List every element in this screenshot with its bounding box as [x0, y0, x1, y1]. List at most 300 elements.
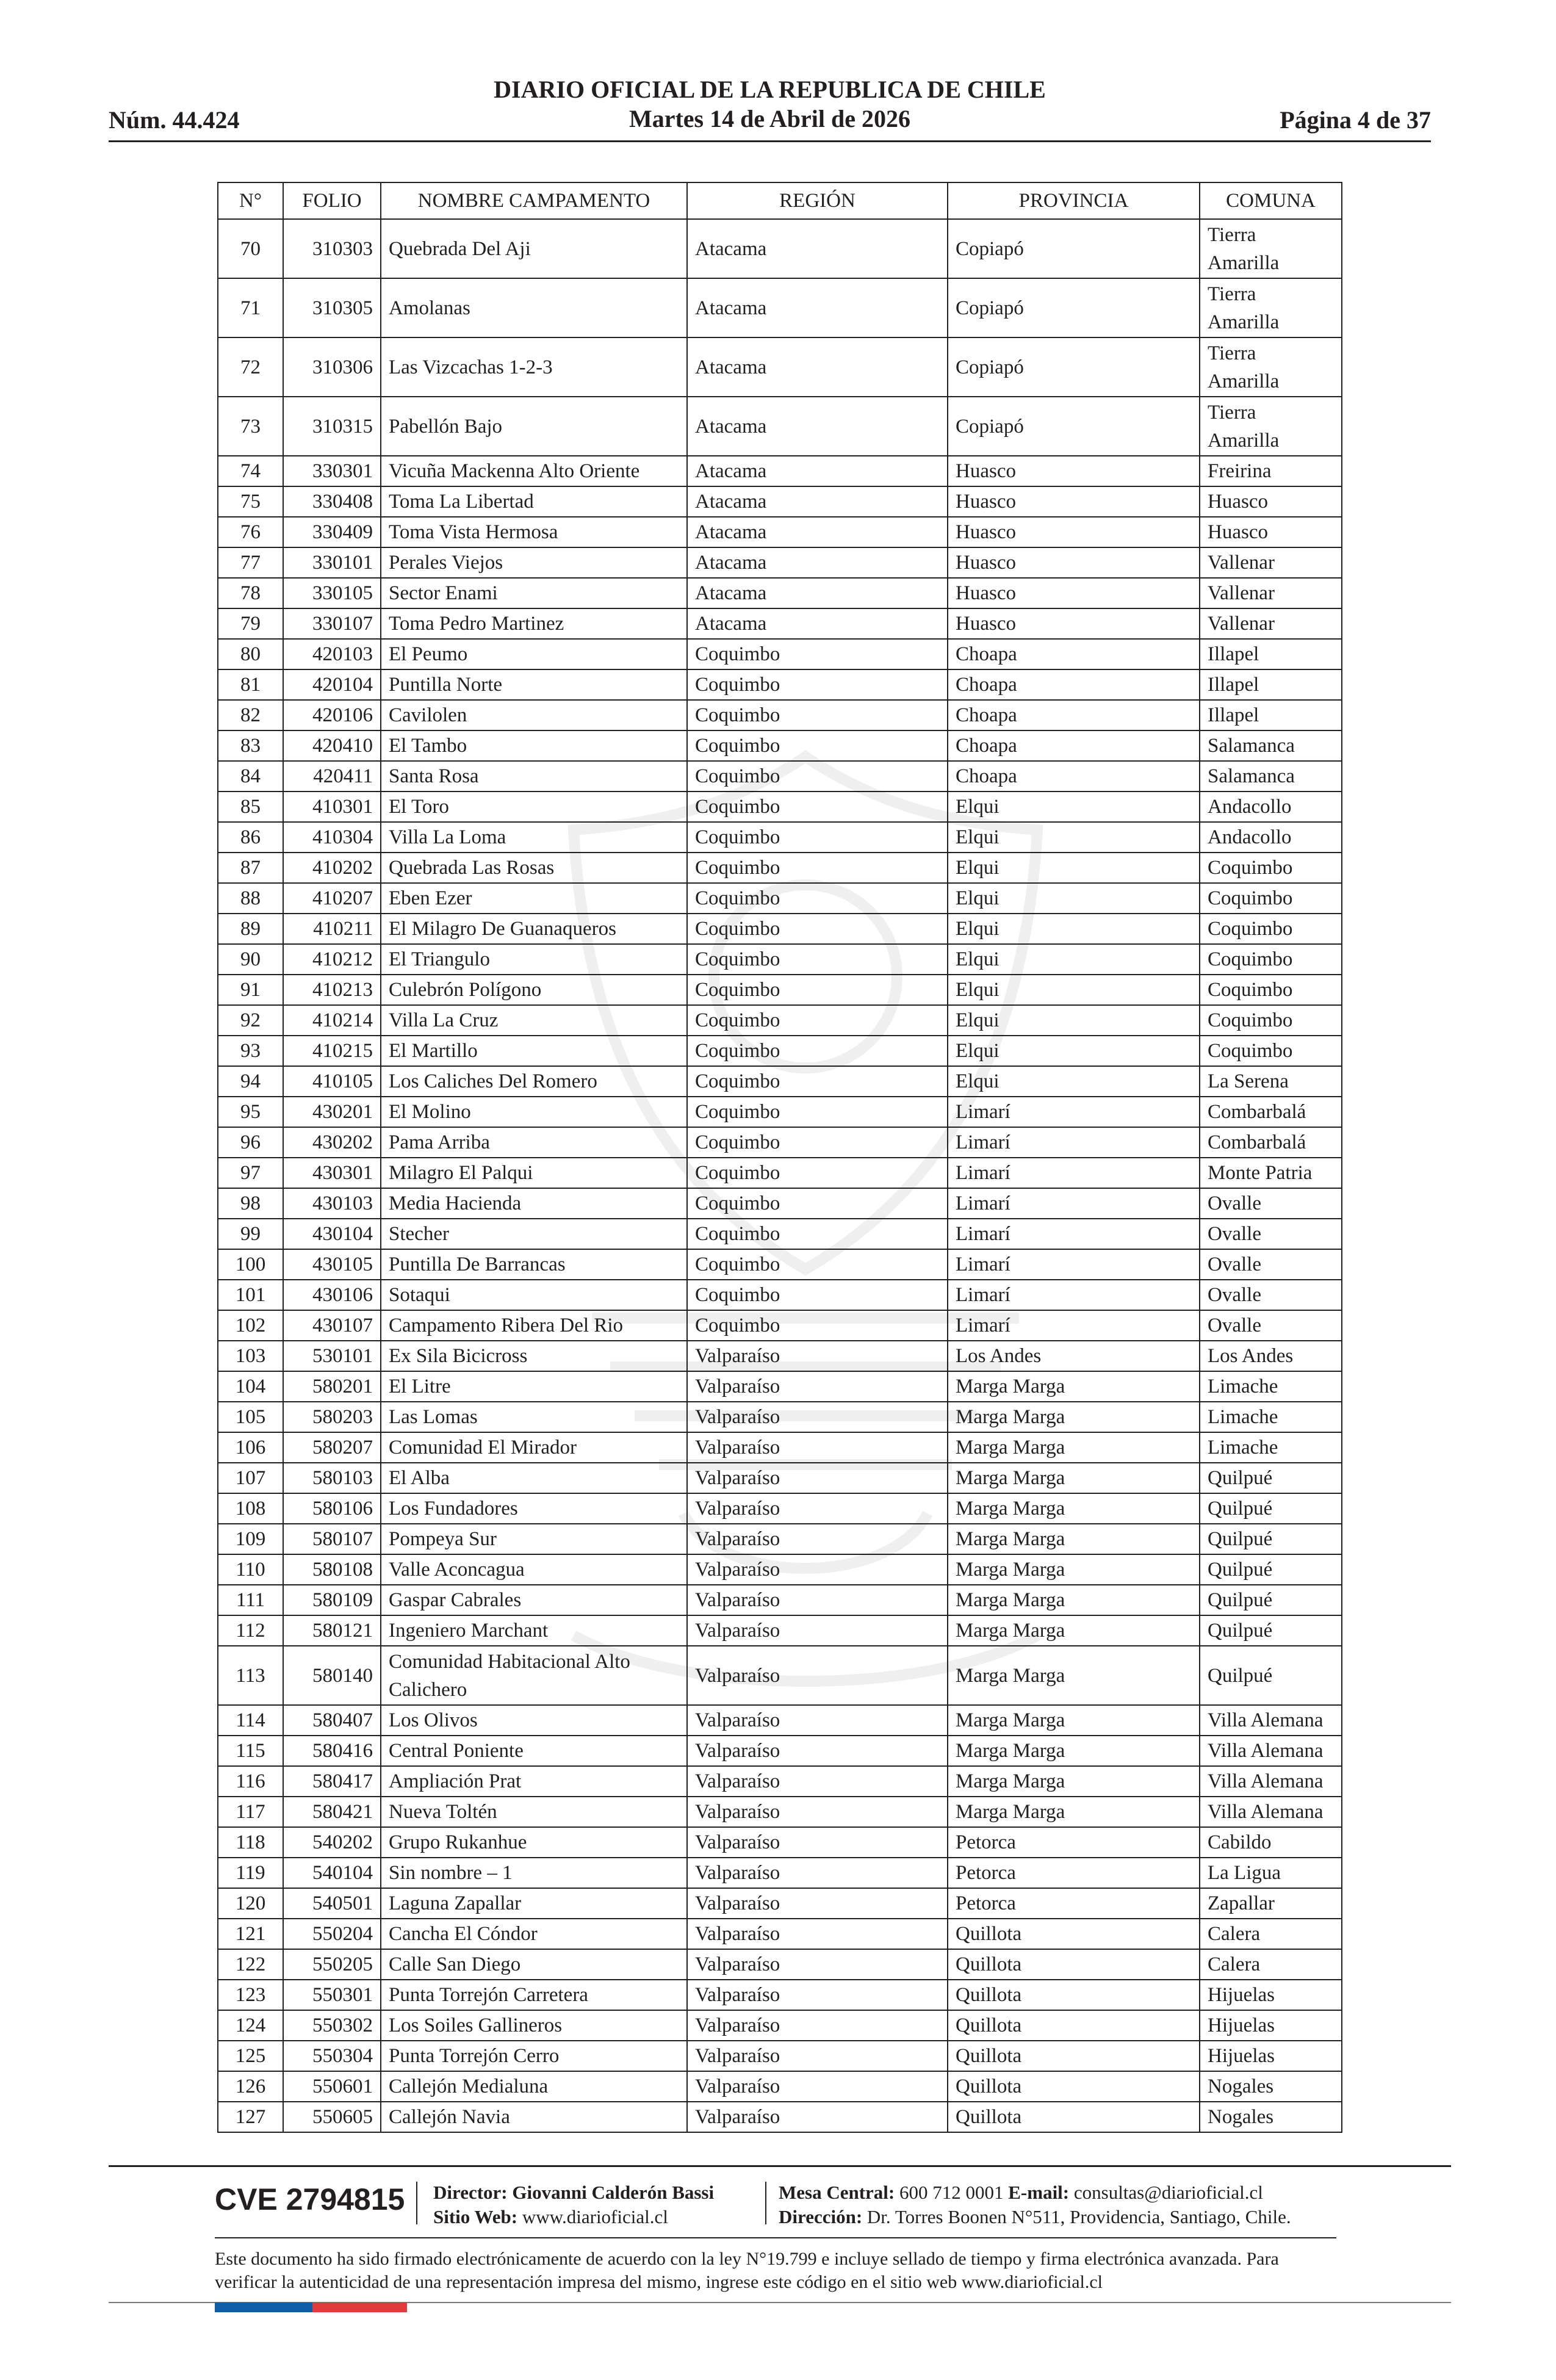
- table-row: [218, 1219, 1342, 1249]
- cell-provincia: Quillota: [948, 2041, 1200, 2071]
- cell-number: 83: [218, 730, 283, 761]
- cell-number: 107: [218, 1463, 283, 1493]
- cell-number: 124: [218, 2010, 283, 2041]
- cell-number: 106: [218, 1432, 283, 1463]
- cell-nombre: Puntilla Norte: [381, 669, 687, 700]
- cell-region: Atacama: [687, 547, 948, 578]
- cell-region: Valparaíso: [687, 1493, 948, 1524]
- cell-nombre: Cavilolen: [381, 700, 687, 730]
- cell-provincia: Marga Marga: [948, 1705, 1200, 1736]
- cell-comuna: Quilpué: [1200, 1463, 1342, 1493]
- cell-comuna: Illapel: [1200, 700, 1342, 730]
- cell-nombre: Vicuña Mackenna Alto Oriente: [381, 456, 687, 486]
- issue-number: Núm. 44.424: [109, 106, 240, 134]
- cell-folio: 420411: [283, 761, 381, 792]
- cell-number: 84: [218, 761, 283, 792]
- column-header-number: N°: [218, 182, 283, 219]
- flag-bar-red: [312, 2302, 407, 2312]
- cell-comuna: Coquimbo: [1200, 914, 1342, 944]
- cell-nombre: Sector Enami: [381, 578, 687, 608]
- cell-provincia: Copiapó: [948, 278, 1200, 337]
- cell-comuna: Illapel: [1200, 639, 1342, 669]
- cell-region: Coquimbo: [687, 792, 948, 822]
- cell-number: 70: [218, 219, 283, 278]
- cell-region: Coquimbo: [687, 1066, 948, 1097]
- table-row: [218, 1980, 1342, 2010]
- table-row: [218, 914, 1342, 944]
- cell-number: 105: [218, 1402, 283, 1432]
- cell-provincia: Huasco: [948, 517, 1200, 547]
- cell-number: 103: [218, 1341, 283, 1371]
- cell-provincia: Quillota: [948, 1949, 1200, 1980]
- cell-nombre: Callejón Navia: [381, 2102, 687, 2132]
- cell-region: Coquimbo: [687, 883, 948, 914]
- cell-folio: 410211: [283, 914, 381, 944]
- cell-region: Coquimbo: [687, 1097, 948, 1127]
- director-name: Giovanni Calderón Bassi: [512, 2182, 715, 2203]
- cell-nombre: Campamento Ribera Del Rio: [381, 1310, 687, 1341]
- table-row: [218, 337, 1342, 397]
- cell-provincia: Limarí: [948, 1310, 1200, 1341]
- cell-folio: 580207: [283, 1432, 381, 1463]
- cell-provincia: Marga Marga: [948, 1615, 1200, 1646]
- cell-region: Valparaíso: [687, 1980, 948, 2010]
- cell-region: Atacama: [687, 337, 948, 397]
- cell-nombre: Las Vizcachas 1-2-3: [381, 337, 687, 397]
- flag-bar-blue: [215, 2302, 312, 2312]
- cell-provincia: Quillota: [948, 1919, 1200, 1949]
- cell-comuna: Coquimbo: [1200, 1036, 1342, 1066]
- cell-provincia: Marga Marga: [948, 1524, 1200, 1554]
- cell-number: 115: [218, 1736, 283, 1766]
- table-row: [218, 700, 1342, 730]
- cell-number: 90: [218, 944, 283, 975]
- cell-folio: 530101: [283, 1341, 381, 1371]
- cell-nombre: Punta Torrejón Carretera: [381, 1980, 687, 2010]
- cell-number: 100: [218, 1249, 283, 1280]
- page-number: Página 4 de 37: [1280, 106, 1431, 134]
- cell-nombre: Calle San Diego: [381, 1949, 687, 1980]
- table-row: [218, 1005, 1342, 1036]
- cell-provincia: Limarí: [948, 1127, 1200, 1158]
- cell-number: 98: [218, 1188, 283, 1219]
- table-row: [218, 2041, 1342, 2071]
- cell-number: 113: [218, 1646, 283, 1705]
- cell-provincia: Marga Marga: [948, 1554, 1200, 1585]
- cell-number: 85: [218, 792, 283, 822]
- cell-folio: 330105: [283, 578, 381, 608]
- cell-region: Atacama: [687, 578, 948, 608]
- cell-provincia: Elqui: [948, 883, 1200, 914]
- cell-comuna: Quilpué: [1200, 1585, 1342, 1615]
- table-row: [218, 1066, 1342, 1097]
- cell-region: Valparaíso: [687, 1615, 948, 1646]
- cell-number: 95: [218, 1097, 283, 1127]
- cell-nombre: Media Hacienda: [381, 1188, 687, 1219]
- cell-provincia: Elqui: [948, 914, 1200, 944]
- table-row: [218, 1158, 1342, 1188]
- cell-region: Valparaíso: [687, 1797, 948, 1827]
- cell-nombre: Perales Viejos: [381, 547, 687, 578]
- header-title-block: [109, 75, 1431, 134]
- cell-number: 73: [218, 397, 283, 456]
- website-line: [433, 2205, 714, 2229]
- cell-region: Valparaíso: [687, 2041, 948, 2071]
- cell-comuna: Quilpué: [1200, 1524, 1342, 1554]
- cell-nombre: El Toro: [381, 792, 687, 822]
- website-label: Sitio Web:: [433, 2206, 518, 2227]
- table-row: [218, 669, 1342, 700]
- cell-nombre: Villa La Loma: [381, 822, 687, 853]
- cve-code: CVE 2794815: [215, 2182, 405, 2216]
- cell-folio: 550205: [283, 1949, 381, 1980]
- website-link[interactable]: www.diarioficial.cl: [522, 2206, 668, 2227]
- cell-folio: 330409: [283, 517, 381, 547]
- cell-number: 117: [218, 1797, 283, 1827]
- table-row: [218, 1310, 1342, 1341]
- table-row: [218, 456, 1342, 486]
- director-label: Director:: [433, 2182, 508, 2203]
- cell-folio: 580108: [283, 1554, 381, 1585]
- cell-comuna: Coquimbo: [1200, 1005, 1342, 1036]
- cell-number: 72: [218, 337, 283, 397]
- cell-nombre: El Alba: [381, 1463, 687, 1493]
- cell-comuna: Hijuelas: [1200, 2010, 1342, 2041]
- cell-nombre: El Tambo: [381, 730, 687, 761]
- cell-folio: 430202: [283, 1127, 381, 1158]
- table-row: [218, 1615, 1342, 1646]
- cell-region: Valparaíso: [687, 1585, 948, 1615]
- cell-comuna: Vallenar: [1200, 578, 1342, 608]
- cell-folio: 430104: [283, 1219, 381, 1249]
- address-line: [779, 2205, 1291, 2229]
- cell-number: 99: [218, 1219, 283, 1249]
- cell-nombre: Stecher: [381, 1219, 687, 1249]
- cell-region: Valparaíso: [687, 1432, 948, 1463]
- cell-comuna: Nogales: [1200, 2102, 1342, 2132]
- director-line: [433, 2180, 714, 2205]
- cell-region: Coquimbo: [687, 853, 948, 883]
- cell-number: 74: [218, 456, 283, 486]
- cell-nombre: Los Caliches Del Romero: [381, 1066, 687, 1097]
- cell-comuna: Limache: [1200, 1371, 1342, 1402]
- cell-folio: 310306: [283, 337, 381, 397]
- cell-folio: 540104: [283, 1858, 381, 1888]
- cell-folio: 580421: [283, 1797, 381, 1827]
- cell-provincia: Choapa: [948, 639, 1200, 669]
- cell-nombre: Callejón Medialuna: [381, 2071, 687, 2102]
- table-row: [218, 547, 1342, 578]
- table-row: [218, 1888, 1342, 1919]
- cell-comuna: Ovalle: [1200, 1310, 1342, 1341]
- cell-nombre: Culebrón Polígono: [381, 975, 687, 1005]
- cell-number: 92: [218, 1005, 283, 1036]
- cell-folio: 540501: [283, 1888, 381, 1919]
- cell-comuna: La Ligua: [1200, 1858, 1342, 1888]
- cell-provincia: Quillota: [948, 1980, 1200, 2010]
- cell-region: Atacama: [687, 608, 948, 639]
- table-row: [218, 792, 1342, 822]
- cell-number: 75: [218, 486, 283, 517]
- cell-comuna: Hijuelas: [1200, 2041, 1342, 2071]
- column-header-nombre: NOMBRE CAMPAMENTO: [381, 182, 687, 219]
- table-row: [218, 1705, 1342, 1736]
- footer-divider: [109, 2165, 1451, 2167]
- email-link[interactable]: consultas@diarioficial.cl: [1073, 2182, 1263, 2203]
- cell-comuna: Tierra Amarilla: [1200, 278, 1342, 337]
- cell-region: Coquimbo: [687, 669, 948, 700]
- cell-provincia: Marga Marga: [948, 1585, 1200, 1615]
- cell-comuna: Limache: [1200, 1432, 1342, 1463]
- cell-number: 111: [218, 1585, 283, 1615]
- table-row: [218, 1524, 1342, 1554]
- cell-number: 94: [218, 1066, 283, 1097]
- cell-provincia: Copiapó: [948, 337, 1200, 397]
- cell-comuna: Villa Alemana: [1200, 1705, 1342, 1736]
- cell-number: 126: [218, 2071, 283, 2102]
- cell-nombre: Pompeya Sur: [381, 1524, 687, 1554]
- header-divider: [109, 140, 1431, 142]
- cell-provincia: Elqui: [948, 1005, 1200, 1036]
- cell-provincia: Quillota: [948, 2071, 1200, 2102]
- cell-number: 86: [218, 822, 283, 853]
- cell-comuna: Coquimbo: [1200, 853, 1342, 883]
- cell-provincia: Quillota: [948, 2010, 1200, 2041]
- cell-comuna: Tierra Amarilla: [1200, 337, 1342, 397]
- cell-folio: 580140: [283, 1646, 381, 1705]
- table-row: [218, 1919, 1342, 1949]
- table-row: [218, 944, 1342, 975]
- cell-folio: 550304: [283, 2041, 381, 2071]
- cell-region: Atacama: [687, 486, 948, 517]
- cell-comuna: Salamanca: [1200, 761, 1342, 792]
- cell-comuna: La Serena: [1200, 1066, 1342, 1097]
- cell-folio: 410202: [283, 853, 381, 883]
- cell-number: 91: [218, 975, 283, 1005]
- cell-number: 93: [218, 1036, 283, 1066]
- cell-nombre: Comunidad Habitacional Alto Calichero: [381, 1646, 687, 1705]
- cell-folio: 410215: [283, 1036, 381, 1066]
- table-row: [218, 486, 1342, 517]
- cell-nombre: Comunidad El Mirador: [381, 1432, 687, 1463]
- table-row: [218, 1371, 1342, 1402]
- cell-folio: 430103: [283, 1188, 381, 1219]
- cell-comuna: Ovalle: [1200, 1219, 1342, 1249]
- cell-provincia: Marga Marga: [948, 1736, 1200, 1766]
- column-header-provincia: PROVINCIA: [948, 182, 1200, 219]
- cell-comuna: Ovalle: [1200, 1280, 1342, 1310]
- cell-nombre: El Milagro De Guanaqueros: [381, 914, 687, 944]
- cell-region: Valparaíso: [687, 1827, 948, 1858]
- cell-folio: 330408: [283, 486, 381, 517]
- cell-provincia: Choapa: [948, 669, 1200, 700]
- table-row: [218, 1646, 1342, 1705]
- cell-number: 110: [218, 1554, 283, 1585]
- table-row: [218, 517, 1342, 547]
- cell-provincia: Marga Marga: [948, 1797, 1200, 1827]
- table-row: [218, 1402, 1342, 1432]
- cell-region: Coquimbo: [687, 1158, 948, 1188]
- cell-nombre: Cancha El Cóndor: [381, 1919, 687, 1949]
- cell-region: Valparaíso: [687, 1554, 948, 1585]
- cell-provincia: Choapa: [948, 730, 1200, 761]
- cell-provincia: Petorca: [948, 1888, 1200, 1919]
- cell-region: Valparaíso: [687, 1646, 948, 1705]
- cell-region: Valparaíso: [687, 1371, 948, 1402]
- cell-nombre: Pabellón Bajo: [381, 397, 687, 456]
- cell-comuna: Vallenar: [1200, 608, 1342, 639]
- cell-provincia: Quillota: [948, 2102, 1200, 2132]
- cell-provincia: Choapa: [948, 700, 1200, 730]
- cell-comuna: Combarbalá: [1200, 1097, 1342, 1127]
- cell-folio: 540202: [283, 1827, 381, 1858]
- cell-nombre: Quebrada Del Aji: [381, 219, 687, 278]
- cell-region: Valparaíso: [687, 1949, 948, 1980]
- table-row: [218, 1463, 1342, 1493]
- cell-nombre: Sotaqui: [381, 1280, 687, 1310]
- table-row: [218, 761, 1342, 792]
- cell-comuna: Ovalle: [1200, 1188, 1342, 1219]
- cell-region: Coquimbo: [687, 1188, 948, 1219]
- cell-comuna: Huasco: [1200, 486, 1342, 517]
- table-row: [218, 278, 1342, 337]
- footer-divider: [215, 2237, 1336, 2238]
- cell-number: 71: [218, 278, 283, 337]
- table-row: [218, 1736, 1342, 1766]
- cell-comuna: Limache: [1200, 1402, 1342, 1432]
- cell-comuna: Illapel: [1200, 669, 1342, 700]
- cell-number: 80: [218, 639, 283, 669]
- cell-nombre: Los Fundadores: [381, 1493, 687, 1524]
- cell-folio: 420106: [283, 700, 381, 730]
- table-row: [218, 822, 1342, 853]
- cell-region: Coquimbo: [687, 975, 948, 1005]
- cell-region: Atacama: [687, 397, 948, 456]
- cell-folio: 580103: [283, 1463, 381, 1493]
- cell-number: 102: [218, 1310, 283, 1341]
- cell-provincia: Marga Marga: [948, 1646, 1200, 1705]
- table-row: [218, 730, 1342, 761]
- cell-number: 78: [218, 578, 283, 608]
- cell-folio: 310303: [283, 219, 381, 278]
- cell-folio: 580106: [283, 1493, 381, 1524]
- cell-folio: 430106: [283, 1280, 381, 1310]
- cell-region: Valparaíso: [687, 1705, 948, 1736]
- cell-provincia: Limarí: [948, 1219, 1200, 1249]
- cell-number: 112: [218, 1615, 283, 1646]
- cell-region: Coquimbo: [687, 1249, 948, 1280]
- cell-folio: 550301: [283, 1980, 381, 2010]
- cell-provincia: Marga Marga: [948, 1463, 1200, 1493]
- cell-comuna: Huasco: [1200, 517, 1342, 547]
- cell-folio: 420104: [283, 669, 381, 700]
- cell-folio: 430201: [283, 1097, 381, 1127]
- cell-region: Coquimbo: [687, 944, 948, 975]
- cell-number: 109: [218, 1524, 283, 1554]
- newspaper-title: DIARIO OFICIAL DE LA REPUBLICA DE CHILE: [494, 76, 1046, 103]
- cell-folio: 310315: [283, 397, 381, 456]
- footer-separator: [416, 2182, 417, 2224]
- table-row: [218, 2071, 1342, 2102]
- table-row: [218, 1585, 1342, 1615]
- cell-folio: 410304: [283, 822, 381, 853]
- table-row: [218, 1432, 1342, 1463]
- table-row: [218, 1797, 1342, 1827]
- column-header-comuna: COMUNA: [1200, 182, 1342, 219]
- cell-comuna: Andacollo: [1200, 792, 1342, 822]
- table-row: [218, 1280, 1342, 1310]
- cell-comuna: Hijuelas: [1200, 1980, 1342, 2010]
- cell-region: Coquimbo: [687, 1036, 948, 1066]
- cell-comuna: Quilpué: [1200, 1615, 1342, 1646]
- cell-provincia: Limarí: [948, 1188, 1200, 1219]
- cell-nombre: Central Poniente: [381, 1736, 687, 1766]
- cell-provincia: Marga Marga: [948, 1493, 1200, 1524]
- table-row: [218, 1341, 1342, 1371]
- table-row: [218, 1949, 1342, 1980]
- cell-region: Valparaíso: [687, 1858, 948, 1888]
- cell-region: Coquimbo: [687, 1310, 948, 1341]
- table-row: [218, 639, 1342, 669]
- cell-provincia: Huasco: [948, 547, 1200, 578]
- cell-provincia: Elqui: [948, 792, 1200, 822]
- table-row: [218, 1858, 1342, 1888]
- cell-region: Valparaíso: [687, 1919, 948, 1949]
- cell-folio: 310305: [283, 278, 381, 337]
- cell-folio: 420410: [283, 730, 381, 761]
- cell-provincia: Huasco: [948, 608, 1200, 639]
- cell-number: 104: [218, 1371, 283, 1402]
- cell-provincia: Huasco: [948, 486, 1200, 517]
- column-header-region: REGIÓN: [687, 182, 948, 219]
- cell-nombre: Ampliación Prat: [381, 1766, 687, 1797]
- cell-region: Coquimbo: [687, 639, 948, 669]
- page-header: [109, 72, 1431, 145]
- cell-folio: 580107: [283, 1524, 381, 1554]
- director-info: [433, 2180, 714, 2229]
- cell-comuna: Coquimbo: [1200, 975, 1342, 1005]
- cell-folio: 420103: [283, 639, 381, 669]
- cell-provincia: Petorca: [948, 1858, 1200, 1888]
- table-row: [218, 2102, 1342, 2132]
- cell-provincia: Marga Marga: [948, 1371, 1200, 1402]
- table-row: [218, 1036, 1342, 1066]
- cell-region: Coquimbo: [687, 700, 948, 730]
- cell-comuna: Combarbalá: [1200, 1127, 1342, 1158]
- cell-folio: 330107: [283, 608, 381, 639]
- cell-nombre: Ex Sila Bicicross: [381, 1341, 687, 1371]
- address-label: Dirección:: [779, 2206, 863, 2227]
- cell-provincia: Elqui: [948, 822, 1200, 853]
- cell-folio: 410105: [283, 1066, 381, 1097]
- legal-notice: Este documento ha sido firmado electrónicamente de acuerdo con la ley N°19.799 e incluye sellado de tiempo y firma electrónica avanzada. Para verificar la autenticidad de una representación impresa del mismo, ingrese este código en el sitio web www.diarioficial.cl: [215, 2249, 1279, 2292]
- cell-number: 88: [218, 883, 283, 914]
- campamentos-table: [217, 182, 1342, 2133]
- cell-provincia: Elqui: [948, 944, 1200, 975]
- cell-nombre: Pama Arriba: [381, 1127, 687, 1158]
- cell-region: Valparaíso: [687, 1524, 948, 1554]
- cell-nombre: El Triangulo: [381, 944, 687, 975]
- cell-folio: 580203: [283, 1402, 381, 1432]
- cell-folio: 580121: [283, 1615, 381, 1646]
- cell-number: 79: [218, 608, 283, 639]
- table-row: [218, 1766, 1342, 1797]
- cell-comuna: Salamanca: [1200, 730, 1342, 761]
- phone-label: Mesa Central:: [779, 2182, 895, 2203]
- cell-provincia: Marga Marga: [948, 1432, 1200, 1463]
- cell-number: 89: [218, 914, 283, 944]
- cell-region: Valparaíso: [687, 1463, 948, 1493]
